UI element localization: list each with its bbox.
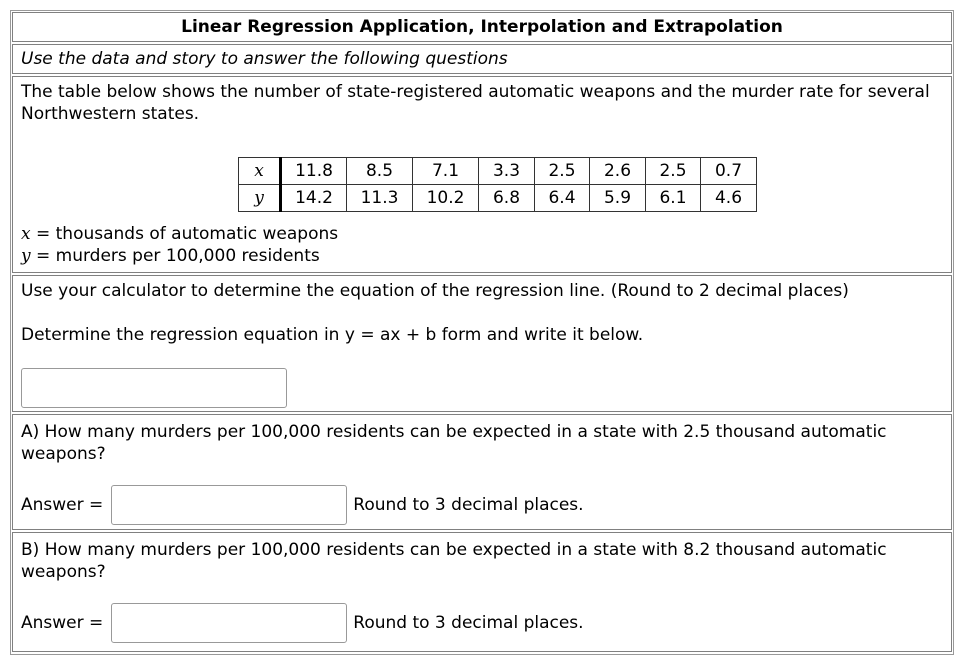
answer-b-input[interactable]	[111, 603, 347, 643]
worksheet	[10, 10, 954, 655]
answer-b-label: Answer =	[21, 613, 104, 633]
y-cell: 14.2	[281, 185, 347, 212]
story-intro: The table below shows the number of state-registered automatic weapons and the murder rate for several Northwestern states.	[21, 82, 930, 124]
y-cell: 6.8	[479, 185, 535, 212]
y-var: y	[21, 246, 31, 266]
y-cell: 10.2	[413, 185, 479, 212]
question-b-section	[12, 532, 952, 652]
equation-prompt: Use your calculator to determine the equation of the regression line. (Round to 2 decimal places)	[21, 281, 849, 301]
answer-a-input[interactable]	[111, 485, 347, 525]
x-definition	[21, 223, 338, 245]
y-def-text: = murders per 100,000 residents	[30, 246, 320, 266]
x-header: x	[239, 158, 281, 185]
equation-instruction: Determine the regression equation in y = ax + b form and write it below.	[21, 325, 644, 345]
equation-input[interactable]	[21, 368, 287, 408]
data-table	[238, 157, 757, 212]
x-def-text: = thousands of automatic weapons	[30, 224, 339, 244]
equation-section	[12, 275, 952, 412]
x-cell: 0.7	[701, 158, 757, 185]
answer-a-label: Answer =	[21, 495, 104, 515]
question-a-text: A) How many murders per 100,000 residents can be expected in a state with 2.5 thousand automatic weapons?	[21, 422, 887, 464]
y-cell: 4.6	[701, 185, 757, 212]
x-cell: 2.5	[646, 158, 701, 185]
page-title: Linear Regression Application, Interpolation and Extrapolation	[12, 12, 952, 42]
y-cell: 11.3	[347, 185, 413, 212]
answer-b-row	[21, 603, 584, 643]
y-cell: 5.9	[590, 185, 646, 212]
story-section	[12, 76, 952, 273]
x-var: x	[21, 224, 31, 244]
answer-b-round-note: Round to 3 decimal places.	[353, 613, 584, 633]
table-row-y	[239, 185, 757, 212]
variable-definitions	[21, 223, 338, 267]
y-cell: 6.4	[535, 185, 590, 212]
x-cell: 7.1	[413, 158, 479, 185]
x-cell: 8.5	[347, 158, 413, 185]
y-cell: 6.1	[646, 185, 701, 212]
x-cell: 2.6	[590, 158, 646, 185]
x-cell: 11.8	[281, 158, 347, 185]
y-header: y	[239, 185, 281, 212]
instructions: Use the data and story to answer the following questions	[12, 44, 952, 74]
question-a-section	[12, 414, 952, 530]
x-cell: 2.5	[535, 158, 590, 185]
answer-a-row	[21, 485, 584, 525]
x-cell: 3.3	[479, 158, 535, 185]
question-b-text: B) How many murders per 100,000 residents can be expected in a state with 8.2 thousand automatic weapons?	[21, 540, 887, 582]
y-definition	[21, 245, 338, 267]
answer-a-round-note: Round to 3 decimal places.	[353, 495, 584, 515]
table-row-x	[239, 158, 757, 185]
